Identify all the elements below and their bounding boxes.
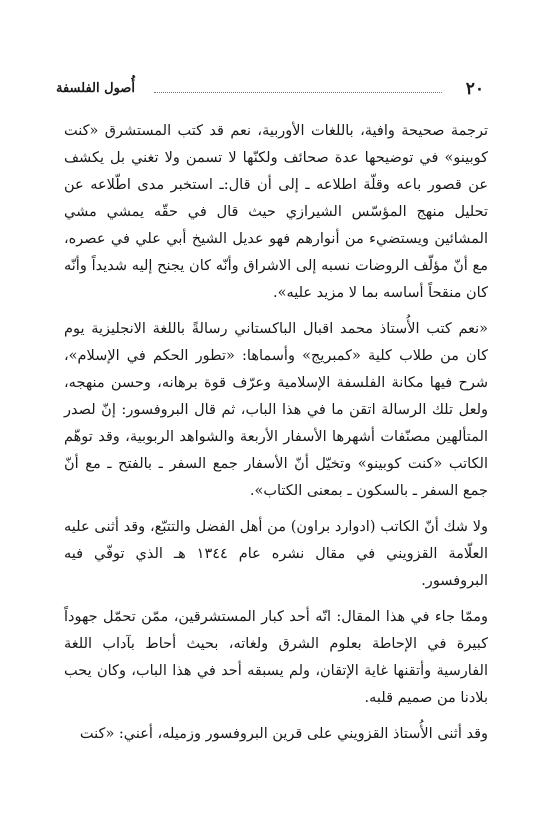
paragraph: «نعم كتب الأُستاذ محمد اقبال الباكستاني رسالةً باللغة الانجليزية يوم كان من طلاب كلية «كمبريج» وأسماها: «تطور الحكم في الإسلام»، شرح فيها مكانة الفلسفة الإسلامية وعرّف قوة برهانه، وحسن منهجه، ولعل تلك الرسالة اتقن ما في هذا الباب، ثم قال البروفسور: إنّ لصدر المتألهين مصنّفات أشهرها الأسفار الأربعة والشواهد الربوبية، وقد توهّم الكاتب «كنت كوبينو» وتخيّل أنّ الأسفار جمع السفر ـ بالفتح ـ مع أنّ جمع السفر ـ بالسكون ـ بمعنى الكتاب». [64,321,488,499]
paragraph: وقد أثنى الأُستاذ القزويني على قرين البروفسور وزميله، أعني: «كنت [79,726,488,742]
running-title: أُصول الفلسفة [56,81,135,96]
body-text [64,118,488,757]
paragraph: ترجمة صحيحة وافية، باللغات الأوربية، نعم قد كتب المستشرق «كنت كوبينو» في توضيحها عدة صحائف ولكنّها لا تسمن ولا تغني بل يكشف عن قصور باعه وقلّة اطلاعه ـ إلى أن قال:ـ استخبر مدى اطّلاعه عن تحليل منهج المؤسّس الشيرازي حيث قال في حقّه يمشي مشي المشائين ويستضيء من أنوارهم فهو عديل الشيخ أبي علي في عصره، مع أنّ مؤلّف الروضات نسبه إلى الاشراق وأنّه كان يجنح إليه شديداً وأنّه كان منقحاً أساسه بما لا مزيد عليه». [64,123,488,301]
header-dotted-rule [154,92,442,93]
page-header [56,78,484,104]
paragraph: وممّا جاء في هذا المقال: انّه أحد كبار المستشرقين، ممّن تحمّل جهوداً كبيرة في الإحاطة بعلوم الشرق ولغاته، بحيث أحاط بآداب اللغة الفارسية وأتقنها غاية الإتقان، ولم يسبقه أحد في هذا الباب، وكان يحب بلادنا من صميم قلبه. [64,609,488,706]
page-number: ٢٠ [465,79,484,99]
paragraph: ولا شك أنّ الكاتب (ادوارد براون) من أهل الفضل والتتبّع، وقد أثنى عليه العلّامة القزويني في مقال نشره عام ١٣٤٤ هـ الذي توفّي فيه البروفسور. [64,519,488,589]
